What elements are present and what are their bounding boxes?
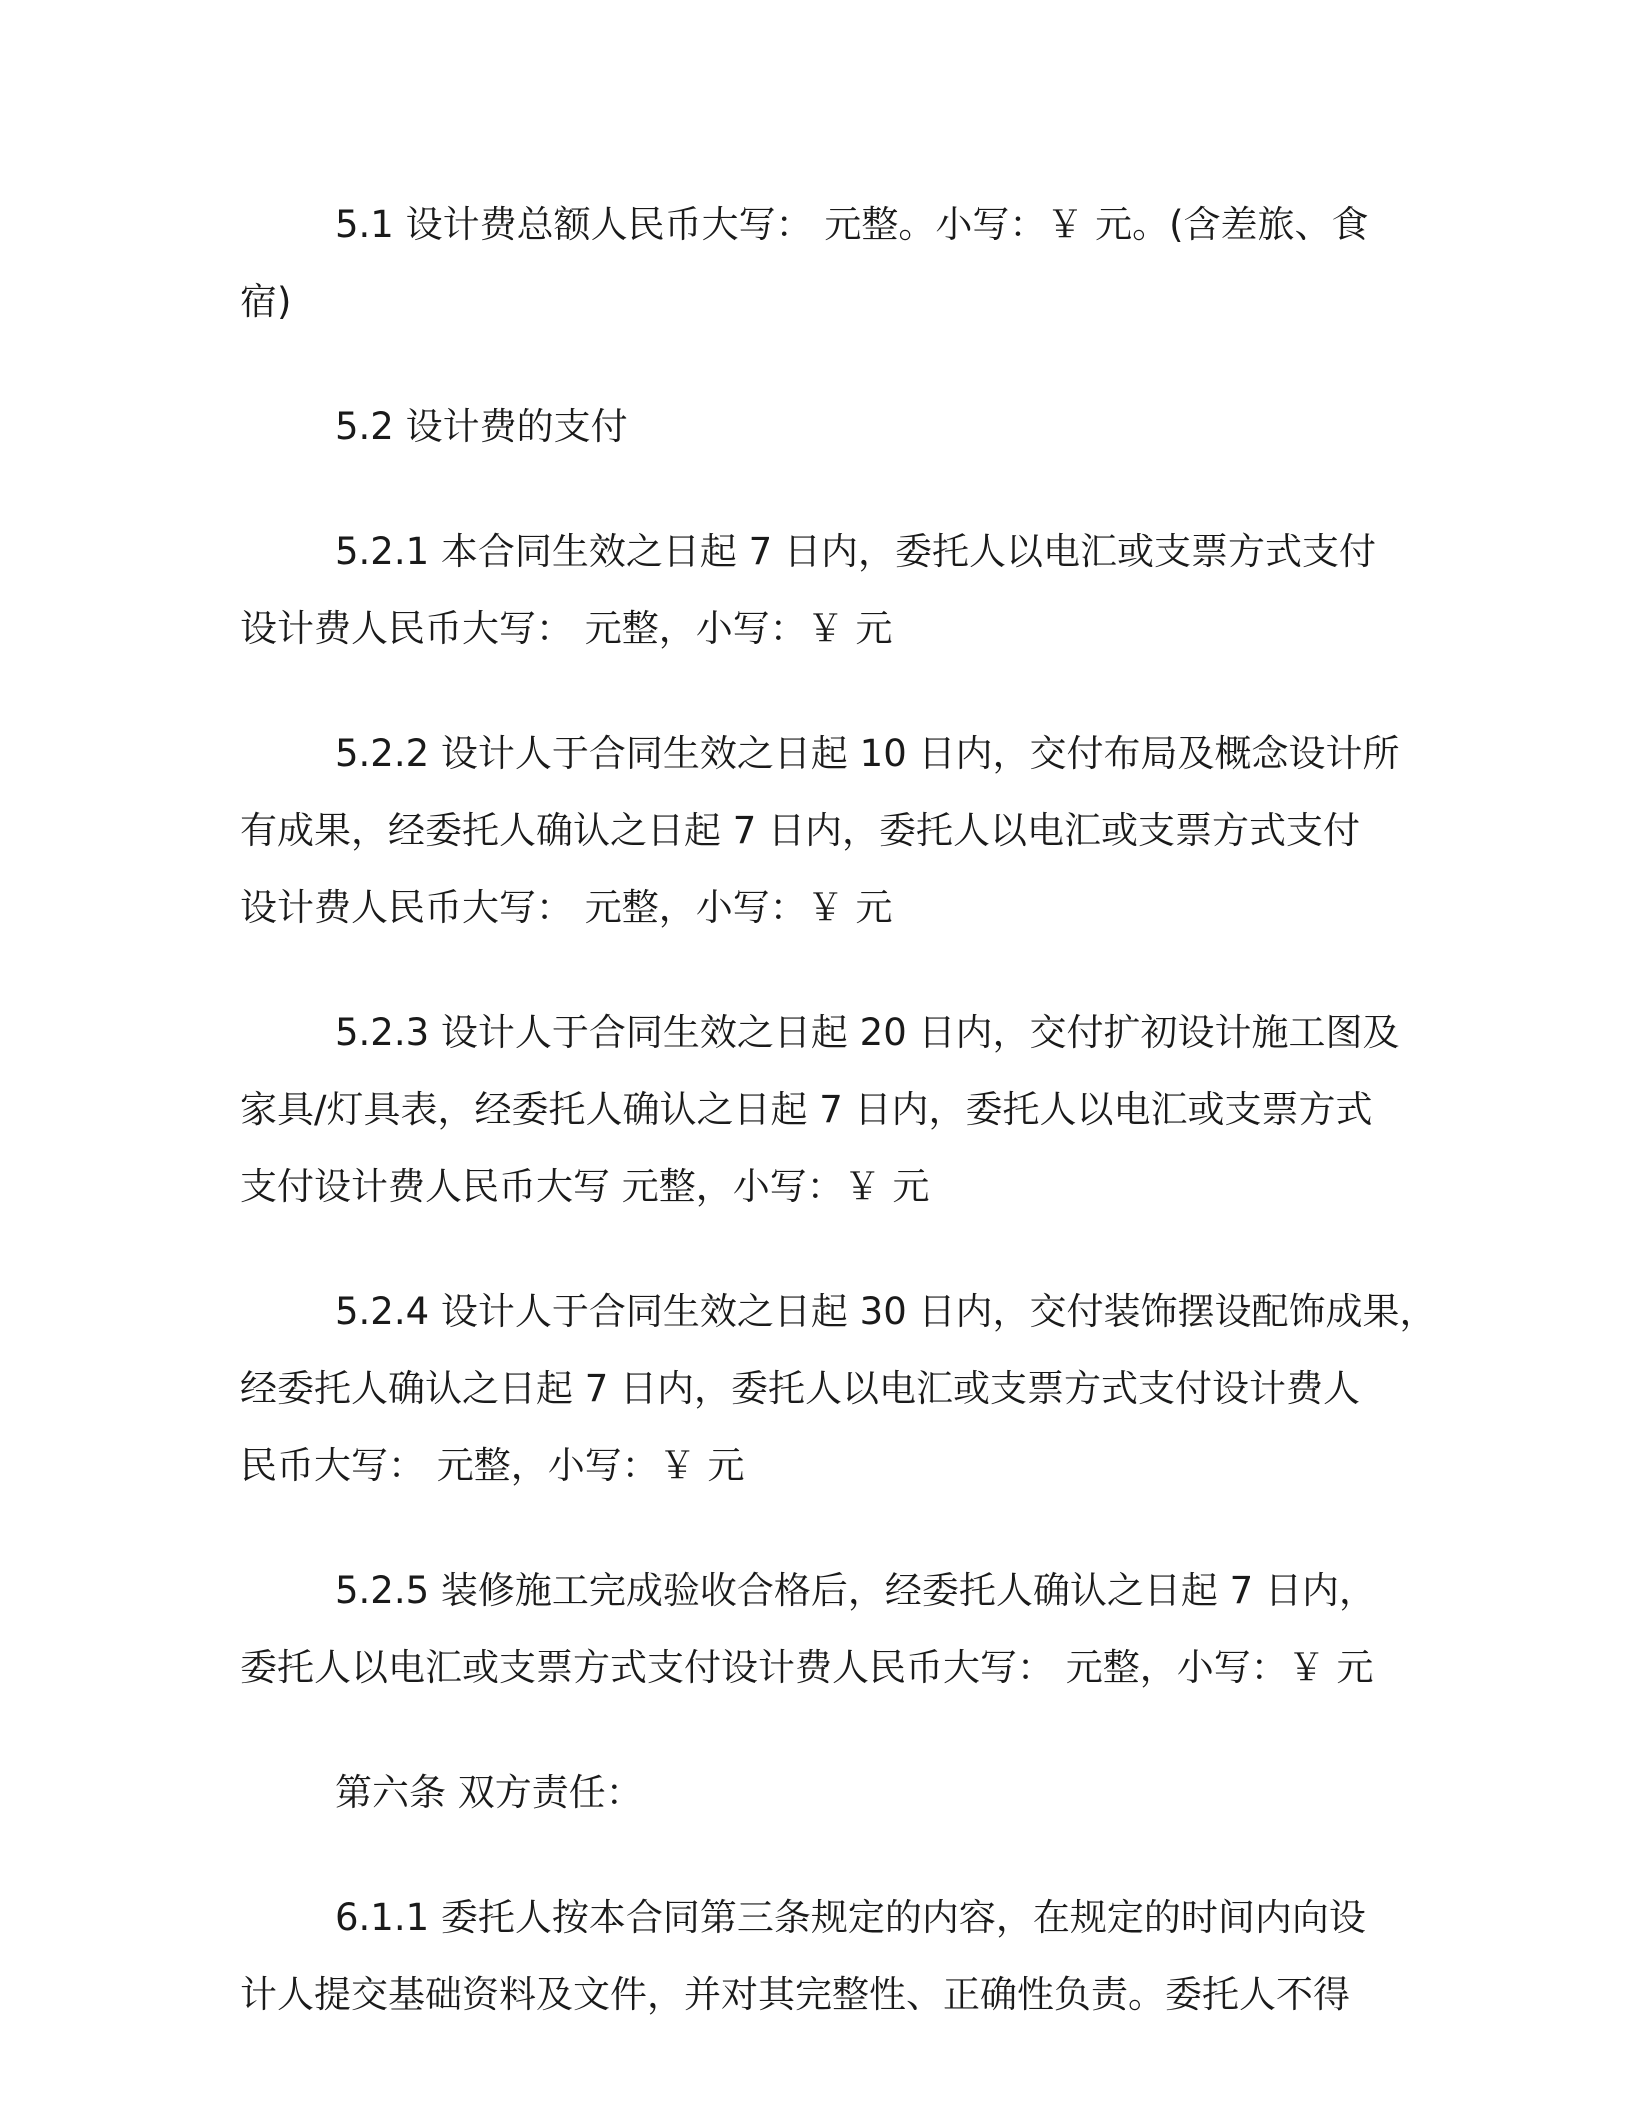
- text-line: 计人提交基础资料及文件，并对其完整性、正确性负责。委托人不得: [240, 1973, 1350, 2016]
- text-line: 6.1.1 委托人按本合同第三条规定的内容，在规定的时间内向设: [335, 1896, 1366, 1939]
- article-6-heading: [240, 1754, 1400, 1831]
- paragraph-5-2: [240, 388, 1400, 465]
- text-line: 5.2 设计费的支付: [335, 405, 628, 448]
- text-line: 5.1 设计费总额人民币大写： 元整。小写：￥ 元。(含差旅、食: [335, 203, 1369, 246]
- text-line: 有成果，经委托人确认之日起 7 日内，委托人以电汇或支票方式支付: [240, 809, 1361, 852]
- text-line: 宿): [240, 280, 292, 323]
- text-line: 设计费人民币大写： 元整，小写：￥ 元: [240, 886, 893, 929]
- text-line: 支付设计费人民币大写 元整，小写：￥ 元: [240, 1165, 930, 1208]
- paragraph-5-2-3: [240, 994, 1400, 1225]
- text-line: 5.2.2 设计人于合同生效之日起 10 日内，交付布局及概念设计所: [335, 732, 1400, 775]
- paragraph-5-2-5: [240, 1552, 1400, 1706]
- paragraph-5-2-1: [240, 513, 1400, 667]
- text-line: 5.2.5 装修施工完成验收合格后，经委托人确认之日起 7 日内，: [335, 1569, 1376, 1612]
- text-line: 经委托人确认之日起 7 日内，委托人以电汇或支票方式支付设计费人: [240, 1367, 1361, 1410]
- text-line: 家具/灯具表，经委托人确认之日起 7 日内，委托人以电汇或支票方式: [240, 1088, 1373, 1131]
- text-line: 5.2.3 设计人于合同生效之日起 20 日内，交付扩初设计施工图及: [335, 1011, 1400, 1054]
- text-line: 设计费人民币大写： 元整，小写：￥ 元: [240, 607, 893, 650]
- text-line: 民币大写： 元整，小写：￥ 元: [240, 1444, 745, 1487]
- document-body: [240, 186, 1437, 2081]
- text-line: 第六条 双方责任：: [335, 1771, 643, 1814]
- text-line: 5.2.4 设计人于合同生效之日起 30 日内，交付装饰摆设配饰成果，: [335, 1290, 1437, 1333]
- paragraph-6-1-1: [240, 1879, 1400, 2033]
- paragraph-5-2-2: [240, 715, 1400, 946]
- paragraph-5-1: [240, 186, 1400, 340]
- text-line: 委托人以电汇或支票方式支付设计费人民币大写： 元整，小写：￥ 元: [240, 1646, 1374, 1689]
- paragraph-5-2-4: [240, 1273, 1437, 1504]
- text-line: 5.2.1 本合同生效之日起 7 日内，委托人以电汇或支票方式支付: [335, 530, 1376, 573]
